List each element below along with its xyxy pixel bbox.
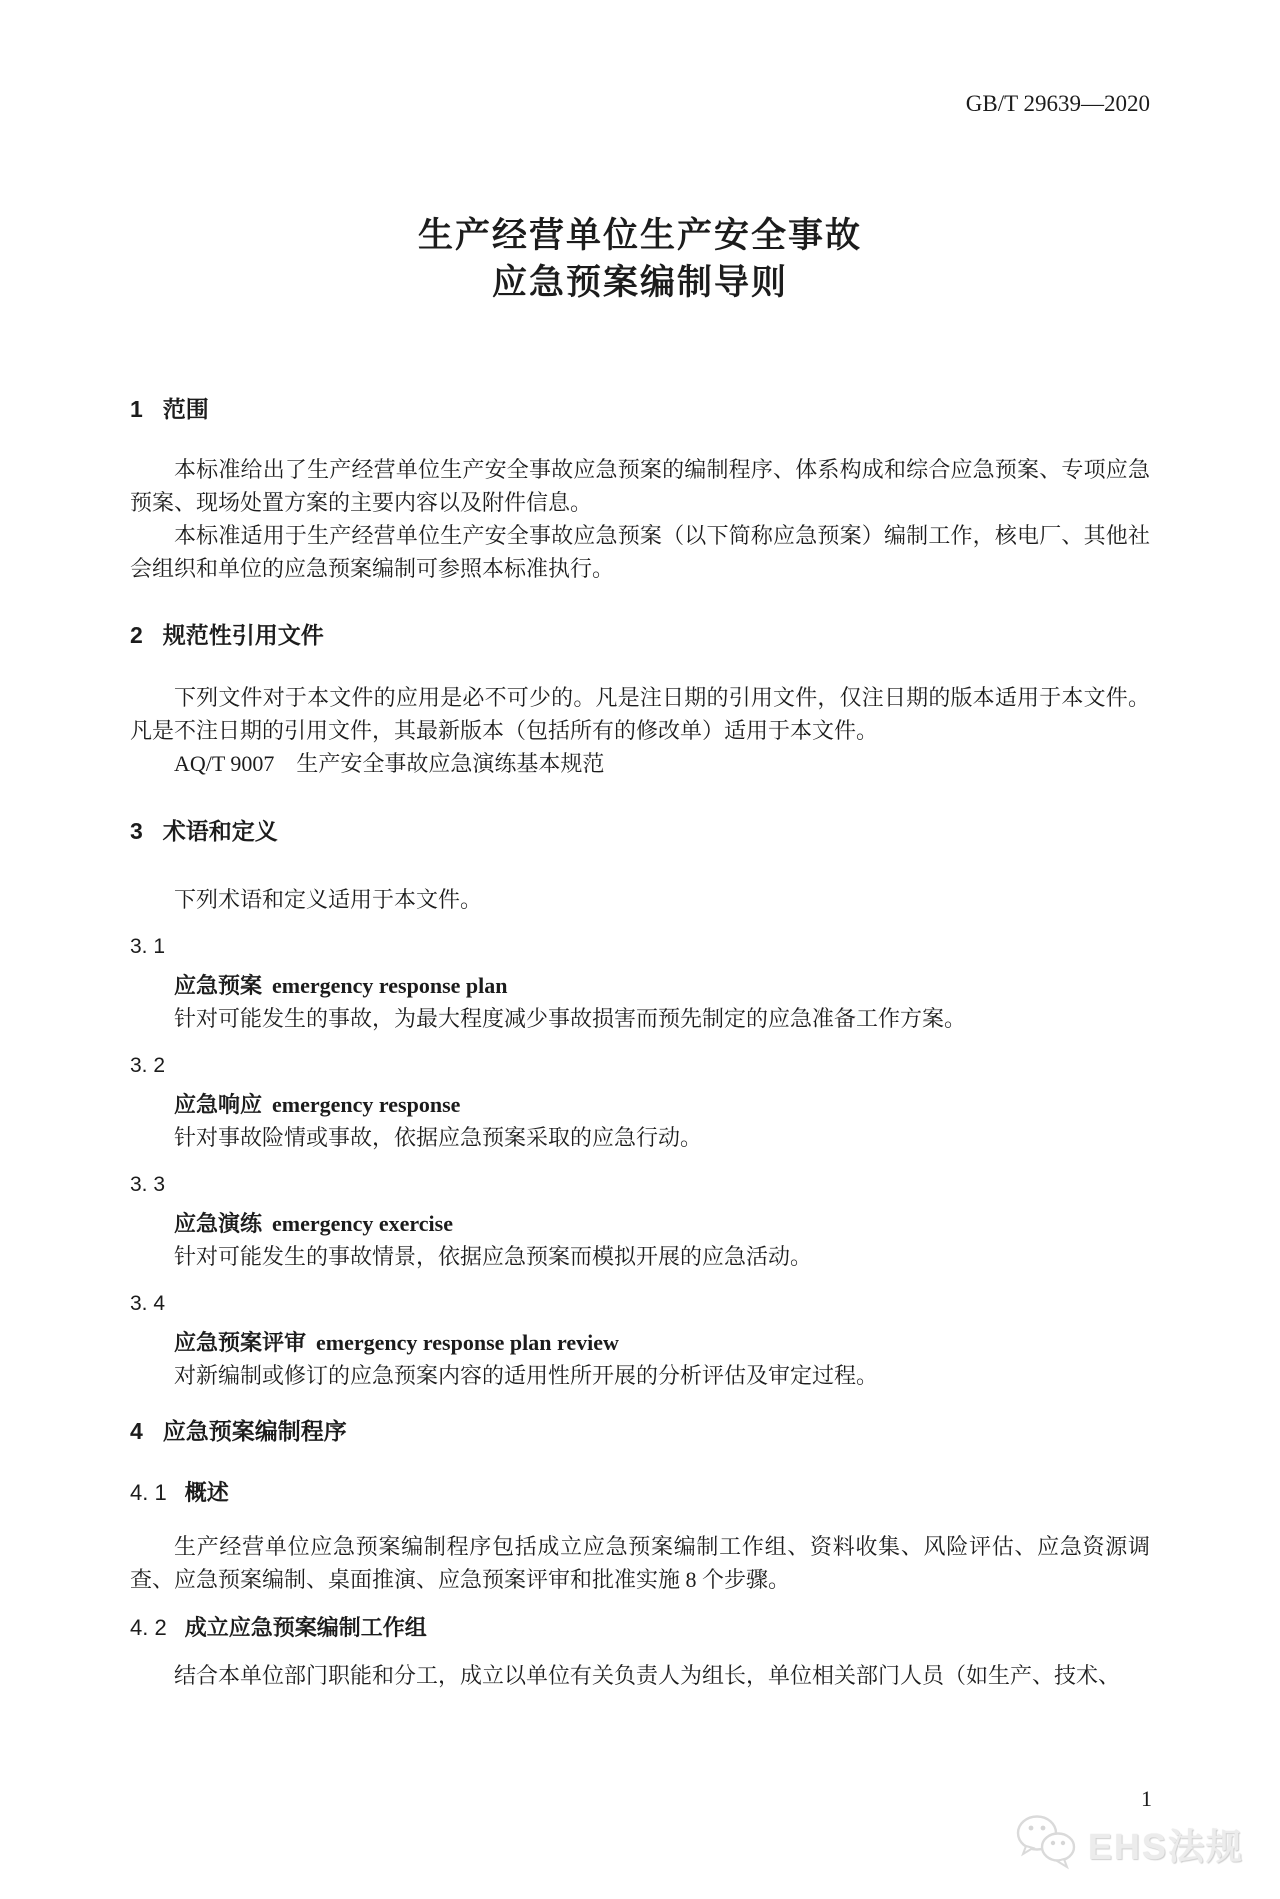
section-3-number: 3 [130, 818, 143, 844]
term-3-1-definition: 针对可能发生的事故，为最大程度减少事故损害而预先制定的应急准备工作方案。 [174, 1006, 967, 1031]
term-3-3-definition: 针对可能发生的事故情景，依据应急预案而模拟开展的应急活动。 [174, 1244, 813, 1269]
document-title-line1: 生产经营单位生产安全事故 [417, 216, 862, 255]
section-2-title: 规范性引用文件 [162, 622, 324, 648]
section-1-paragraph-1: 本标准给出了生产经营单位生产安全事故应急预案的编制程序、体系构成和综合应急预案、专项应急预案、现场处置方案的主要内容以及附件信息。 [130, 457, 1150, 515]
standard-code: GB/T 29639—2020 [965, 91, 1150, 116]
section-4-2-number: 4. 2 [130, 1615, 167, 1640]
term-3-4-name-zh: 应急预案评审 [174, 1330, 307, 1355]
term-3-1-name-zh: 应急预案 [174, 973, 263, 998]
section-2-number: 2 [130, 622, 143, 648]
term-3-3-name-en: emergency exercise [272, 1211, 453, 1236]
term-3-2-number: 3. 2 [130, 1054, 166, 1077]
section-2-body [130, 681, 1150, 780]
term-3-2-definition: 针对事故险情或事故，依据应急预案采取的应急行动。 [174, 1125, 703, 1150]
section-2-paragraph-1: 下列文件对于本文件的应用是必不可少的。凡是注日期的引用文件，仅注日期的版本适用于本文件。凡是不注日期的引用文件，其最新版本（包括所有的修改单）适用于本文件。 [130, 685, 1150, 743]
term-3-1-number: 3. 1 [130, 935, 166, 958]
document-title [130, 212, 1150, 306]
section-1-title: 范围 [162, 396, 209, 422]
section-4-heading [130, 1416, 1150, 1447]
term-3-4-number: 3. 4 [130, 1292, 166, 1315]
section-4-2-title: 成立应急预案编制工作组 [184, 1615, 427, 1640]
section-3-intro-paragraph: 下列术语和定义适用于本文件。 [174, 887, 483, 912]
term-3-1-name-en: emergency response plan [272, 973, 508, 998]
section-1-number: 1 [130, 396, 143, 422]
term-3-4-name-en: emergency response plan review [316, 1330, 619, 1355]
document-page [0, 90, 1280, 1692]
section-1-heading [130, 394, 1150, 425]
section-3-intro [130, 883, 1150, 916]
page-number: 1 [1141, 1786, 1152, 1811]
section-4-title: 应急预案编制程序 [162, 1418, 347, 1444]
section-4-2-paragraph: 结合本单位部门职能和分工，成立以单位有关负责人为组长，单位相关部门人员（如生产、技术、 [174, 1663, 1121, 1688]
term-3-2 [130, 1049, 1150, 1154]
term-3-1-name [130, 969, 1150, 1002]
term-3-3 [130, 1168, 1150, 1273]
section-4-1-heading [130, 1477, 1150, 1508]
normative-reference: AQ/T 9007 生产安全事故应急演练基本规范 [174, 751, 605, 776]
section-4-1-body [130, 1530, 1150, 1596]
term-3-4-definition: 对新编制或修订的应急预案内容的适用性所开展的分析评估及审定过程。 [174, 1363, 879, 1388]
section-1-body [130, 453, 1150, 585]
term-3-2-name [130, 1088, 1150, 1121]
term-3-4-name [130, 1326, 1150, 1359]
term-3-4 [130, 1287, 1150, 1392]
section-4-1-number: 4. 1 [130, 1480, 167, 1505]
term-3-3-number: 3. 3 [130, 1173, 166, 1196]
watermark-text: EHS法规 [1087, 1826, 1244, 1867]
term-3-1 [130, 930, 1150, 1035]
section-1-paragraph-2: 本标准适用于生产经营单位生产安全事故应急预案（以下简称应急预案）编制工作，核电厂、其他社会组织和单位的应急预案编制可参照本标准执行。 [130, 523, 1150, 581]
section-3-heading [130, 816, 1150, 847]
section-4-1-title: 概述 [184, 1480, 229, 1505]
term-3-2-name-en: emergency response [272, 1092, 461, 1117]
section-2-heading [130, 620, 1150, 651]
document-title-line2: 应急预案编制导则 [491, 263, 788, 302]
section-3-title: 术语和定义 [162, 818, 278, 844]
section-4-1-paragraph: 生产经营单位应急预案编制程序包括成立应急预案编制工作组、资料收集、风险评估、应急资源调查、应急预案编制、桌面推演、应急预案评审和批准实施 8 个步骤。 [130, 1534, 1150, 1592]
term-3-2-name-zh: 应急响应 [174, 1092, 263, 1117]
term-3-3-name-zh: 应急演练 [174, 1211, 263, 1236]
watermark [1014, 1812, 1244, 1877]
section-4-2-heading [130, 1612, 1150, 1643]
term-3-3-name [130, 1207, 1150, 1240]
wechat-icon [1014, 1812, 1080, 1877]
section-4-number: 4 [130, 1418, 143, 1444]
section-4-2-body [130, 1659, 1150, 1692]
